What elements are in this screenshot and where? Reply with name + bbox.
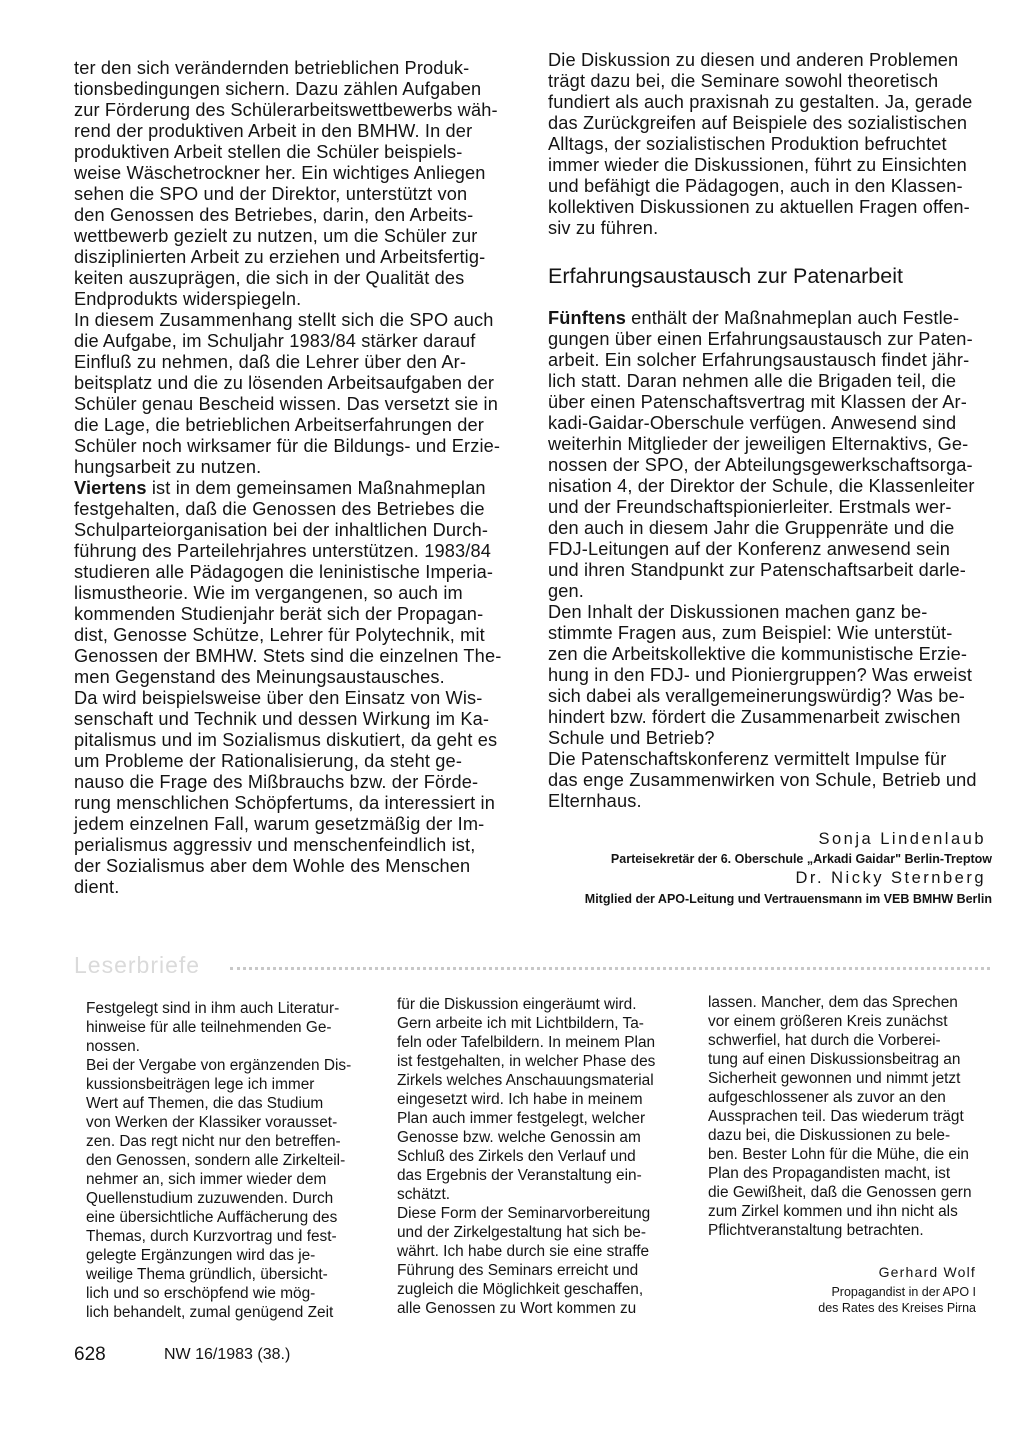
text-line: weiterhin Mitglieder der jeweiligen Elternaktivs, Ge- bbox=[548, 434, 969, 454]
text-line: die Lage, die betrieblichen Arbeitserfahrungen der bbox=[74, 415, 484, 435]
text-line: Schüler noch wirksamer für die Bildungs- und Erzie- bbox=[74, 436, 501, 456]
text-line: eingesetzt wird. Ich habe in meinem bbox=[397, 1091, 643, 1108]
text-line: zur Förderung des Schülerarbeitswettbewerbs wäh- bbox=[74, 100, 498, 120]
text-line: beitsplatz und die zu lösenden Arbeitsaufgaben der bbox=[74, 373, 495, 393]
text-line: Die Diskussion zu diesen und anderen Problemen bbox=[548, 50, 959, 70]
text-line: nossen der SPO, der Abteilungsgewerkschaftsorga- bbox=[548, 455, 973, 475]
text-line: zugleich die Möglichkeit geschaffen, bbox=[397, 1281, 644, 1298]
text-line: die Aufgabe, im Schuljahr 1983/84 stärker darauf bbox=[74, 331, 476, 351]
text-line: währt. Ich habe durch sie eine straffe bbox=[397, 1243, 650, 1260]
text-line: jedem einzelnen Fall, warum gesetzmäßig der Im- bbox=[74, 814, 485, 834]
text-line: Endprodukts widerspiegeln. bbox=[74, 289, 302, 309]
text-line bbox=[74, 478, 486, 498]
text-line: lich behandelt, zumal genügend Zeit bbox=[86, 1304, 334, 1321]
text-line bbox=[548, 308, 959, 328]
text-line: Aussprachen teil. Das wiederum trägt bbox=[708, 1108, 964, 1125]
text-line: ist festgehalten, in welcher Phase des bbox=[397, 1053, 656, 1070]
text-line: Wert auf Themen, die das Studium bbox=[86, 1095, 324, 1112]
text-line: zum Zirkel kommen und ihn nicht als bbox=[708, 1203, 958, 1220]
text-line: Themas, durch Kurzvortrag und fest- bbox=[86, 1228, 337, 1245]
text-line: arbeit. Ein solcher Erfahrungsaustausch findet jähr- bbox=[548, 350, 970, 370]
text-line: kadi-Gaidar-Oberschule verfügen. Anwesend sind bbox=[548, 413, 957, 433]
text-line: Die Patenschaftskonferenz vermittelt Impulse für bbox=[548, 749, 947, 769]
text-line: produktiven Arbeit stellen die Schüler beispiels- bbox=[74, 142, 463, 162]
text-line: zen die Arbeitskollektive die kommunistische Erzie- bbox=[548, 644, 968, 664]
text-line: den Genossen, sondern alle Zirkelteil- bbox=[86, 1152, 346, 1169]
text-line: immer wieder die Diskussionen, führt zu Einsichten bbox=[548, 155, 967, 175]
text-line: Den Inhalt der Diskussionen machen ganz be- bbox=[548, 602, 928, 622]
author-name: Dr. Nicky Sternberg bbox=[795, 869, 986, 887]
text-line: das Zurückgreifen auf Beispiele des sozialistischen bbox=[548, 113, 968, 133]
text-line: zen. Das regt nicht nur den betreffen- bbox=[86, 1133, 341, 1150]
section-heading: Erfahrungsaustausch zur Patenarbeit bbox=[548, 264, 903, 288]
text-line: studieren alle Pädagogen die leninistische Imperia- bbox=[74, 562, 494, 582]
text-line: rung menschlichen Schöpfertums, da interessiert in bbox=[74, 793, 495, 813]
text-line: lismustheorie. Wie im vergangenen, so auch im bbox=[74, 583, 463, 603]
text-line: men Gegenstand des Meinungsaustausches. bbox=[74, 667, 445, 687]
text-line: Einfluß zu nehmen, daß die Lehrer über den Ar- bbox=[74, 352, 467, 372]
text-line: festgehalten, daß die Genossen des Betriebes die bbox=[74, 499, 485, 519]
author-role: Parteisekretär der 6. Oberschule „Arkadi Gaidar" Berlin-Treptow bbox=[610, 852, 992, 866]
text-line: vor einem größeren Kreis zunächst bbox=[708, 1013, 948, 1030]
text-line: hung in den FDJ- und Pioniergruppen? Was erweist bbox=[548, 665, 973, 685]
text-line: stimmte Fragen aus, zum Beispiel: Wie unterstüt- bbox=[548, 623, 953, 643]
text-line: pitalismus und im Sozialismus diskutiert, da geht es bbox=[74, 730, 498, 750]
text-line: dist, Genosse Schütze, Lehrer für Polytechnik, mit bbox=[74, 625, 485, 645]
text-line: den auch in diesem Jahr die Gruppenräte und die bbox=[548, 518, 955, 538]
text-line: rend der produktiven Arbeit in den BMHW. In der bbox=[74, 121, 473, 141]
author-role: des Rates des Kreises Pirna bbox=[818, 1301, 976, 1315]
text-line: Führung des Seminars erreicht und bbox=[397, 1262, 639, 1279]
text-line: kussionsbeiträgen lege ich immer bbox=[86, 1076, 315, 1093]
text-line: Festgelegt sind in ihm auch Literatur- bbox=[86, 1000, 340, 1017]
text-line: sehen die SPO und der Direktor, unterstützt von bbox=[74, 184, 468, 204]
text-line: weise Wäschetrockner her. Ein wichtiges Anliegen bbox=[74, 163, 486, 183]
text-line: Elternhaus. bbox=[548, 791, 642, 811]
author-role: Propagandist in der APO I bbox=[831, 1285, 976, 1299]
issue-label: NW 16/1983 (38.) bbox=[164, 1346, 291, 1363]
text-line: gelegte Ergänzungen wird das je- bbox=[86, 1247, 316, 1264]
text-line: von Werken der Klassiker vorausset- bbox=[86, 1114, 338, 1131]
text-line: Zirkels welches Anschauungsmaterial bbox=[397, 1072, 654, 1089]
text-line: trägt dazu bei, die Seminare sowohl theoretisch bbox=[548, 71, 939, 91]
text-line: Bei der Vergabe von ergänzenden Dis- bbox=[86, 1057, 352, 1074]
text-line: hinweise für alle teilnehmenden Ge- bbox=[86, 1019, 332, 1036]
text-line: Da wird beispielsweise über den Einsatz von Wis- bbox=[74, 688, 483, 708]
text-line: den Genossen des Betriebes, darin, den Arbeits- bbox=[74, 205, 474, 225]
text-line: führung des Parteilehrjahres unterstützen. 1983/84 bbox=[74, 541, 491, 561]
text-line: für die Diskussion eingeräumt wird. bbox=[397, 996, 637, 1013]
text-line: tung auf einen Diskussionsbeitrag an bbox=[708, 1051, 961, 1068]
text-line: eine übersichtliche Auffächerung des bbox=[86, 1209, 338, 1226]
text-line: ben. Bester Lohn für die Mühe, die ein bbox=[708, 1146, 969, 1163]
text-run: ist in dem gemeinsamen Maßnahmeplan bbox=[146, 478, 486, 498]
text-line: gungen über einen Erfahrungsaustausch zur Paten- bbox=[548, 329, 973, 349]
text-line: Gern arbeite ich mit Lichtbildern, Ta- bbox=[397, 1015, 644, 1032]
text-line: nehmer an, sich immer wieder dem bbox=[86, 1171, 327, 1188]
text-line: kollektiven Diskussionen zu aktuellen Fragen offen- bbox=[548, 197, 970, 217]
text-line: In diesem Zusammenhang stellt sich die SPO auch bbox=[74, 310, 494, 330]
text-line: sich dabei als verallgemeinerungswürdig? Was be- bbox=[548, 686, 965, 706]
text-line: und befähigt die Pädagogen, auch in den Klassen- bbox=[548, 176, 963, 196]
text-line: der Sozialismus aber dem Wohle des Menschen bbox=[74, 856, 471, 876]
text-line: perialismus aggressiv und menschenfeindlich ist, bbox=[74, 835, 476, 855]
text-line: Genosse bzw. welche Genossin am bbox=[397, 1129, 641, 1146]
text-line: Alltags, der sozialistischen Produktion befruchtet bbox=[548, 134, 947, 154]
text-line: und der Freundschaftspionierleiter. Erstmals wer- bbox=[548, 497, 952, 517]
text-line: Schule und Betrieb? bbox=[548, 728, 715, 748]
text-line: fundiert als auch praxisnah zu gestalten. Ja, gerade bbox=[548, 92, 973, 112]
text-line: Schulparteiorganisation bei der inhaltlichen Durch- bbox=[74, 520, 489, 540]
author-name: Sonja Lindenlaub bbox=[818, 830, 986, 848]
text-line: gen. bbox=[548, 581, 584, 601]
text-line: Quellenstudium zuzuwenden. Durch bbox=[86, 1190, 334, 1207]
text-line: alle Genossen zu Wort kommen zu bbox=[397, 1300, 637, 1317]
text-line: lich und so erschöpfend wie mög- bbox=[86, 1285, 316, 1302]
text-line: wettbewerb gezielt zu nutzen, um die Schüler zur bbox=[74, 226, 478, 246]
lead-word: Viertens bbox=[74, 478, 147, 498]
text-line: dient. bbox=[74, 877, 120, 897]
text-line: und der Zirkelgestaltung hat sich be- bbox=[397, 1224, 646, 1241]
text-line: feln oder Tafelbildern. In meinem Plan bbox=[397, 1034, 656, 1051]
text-line: über einen Patenschaftsvertrag mit Klassen der Ar- bbox=[548, 392, 967, 412]
text-run: enthält der Maßnahmeplan auch Festle- bbox=[625, 308, 960, 328]
text-line: kommenden Studienjahr berät sich der Propagan- bbox=[74, 604, 484, 624]
text-line: tionsbedingungen sichern. Dazu zählen Aufgaben bbox=[74, 79, 482, 99]
text-line: schätzt. bbox=[397, 1186, 451, 1203]
text-line: um Probleme der Rationalisierung, da steht ge- bbox=[74, 751, 463, 771]
text-line: Genossen der BMHW. Stets sind die einzelnen The- bbox=[74, 646, 502, 666]
section-label: Leserbriefe bbox=[74, 952, 201, 978]
text-line: Diese Form der Seminarvorbereitung bbox=[397, 1205, 651, 1222]
text-line: senschaft und Technik und dessen Wirkung im Ka- bbox=[74, 709, 490, 729]
text-line: siv zu führen. bbox=[548, 218, 659, 238]
text-line: nauso die Frage des Mißbrauchs bzw. der Förde- bbox=[74, 772, 479, 792]
text-line: Pflichtveranstaltung betrachten. bbox=[708, 1222, 924, 1239]
text-line: das enge Zusammenwirken von Schule, Betrieb und bbox=[548, 770, 977, 790]
text-line: disziplinierten Arbeit zu erziehen und Arbeitsfertig- bbox=[74, 247, 486, 267]
text-line: und ihren Standpunkt zur Patenschaftsarbeit darle- bbox=[548, 560, 966, 580]
section-divider bbox=[230, 967, 990, 970]
text-line: aufgeschlossener als zuvor an den bbox=[708, 1089, 946, 1106]
text-line: hungsarbeit zu nutzen. bbox=[74, 457, 262, 477]
text-line: die Gewißheit, daß die Genossen gern bbox=[708, 1184, 972, 1201]
author-role: Mitglied der APO-Leitung und Vertrauensmann im VEB BMHW Berlin bbox=[584, 892, 992, 906]
text-line: Schüler genau Bescheid wissen. Das versetzt sie in bbox=[74, 394, 499, 414]
text-line: lassen. Mancher, dem das Sprechen bbox=[708, 994, 958, 1011]
author-name: Gerhard Wolf bbox=[878, 1264, 976, 1280]
text-line: FDJ-Leitungen auf der Konferenz anwesend sein bbox=[548, 539, 951, 559]
text-line: ter den sich verändernden betrieblichen Produk- bbox=[74, 58, 470, 78]
text-line: hindert bzw. fördert die Zusammenarbeit zwischen bbox=[548, 707, 961, 727]
page-number: 628 bbox=[74, 1344, 106, 1365]
text-line: lich statt. Daran nehmen alle die Brigaden teil, die bbox=[548, 371, 957, 391]
text-line: nossen. bbox=[86, 1038, 140, 1055]
text-line: Sicherheit gewonnen und nimmt jetzt bbox=[708, 1070, 961, 1087]
text-line: Plan des Propagandisten macht, ist bbox=[708, 1165, 951, 1182]
text-line: Schluß des Zirkels den Verlauf und bbox=[397, 1148, 636, 1165]
text-line: Plan auch immer festgelegt, welcher bbox=[397, 1110, 646, 1127]
text-line: nisation 4, der Direktor der Schule, die Klassenleiter bbox=[548, 476, 975, 496]
text-line: schwerfiel, hat durch die Vorberei- bbox=[708, 1032, 941, 1049]
text-line: keiten auszuprägen, die sich in der Qualität des bbox=[74, 268, 465, 288]
text-line: weilige Thema gründlich, übersicht- bbox=[86, 1266, 328, 1283]
lead-word: Fünftens bbox=[548, 308, 626, 328]
text-line: das Ergebnis der Veranstaltung ein- bbox=[397, 1167, 642, 1184]
text-line: dazu bei, die Diskussionen zu bele- bbox=[708, 1127, 951, 1144]
